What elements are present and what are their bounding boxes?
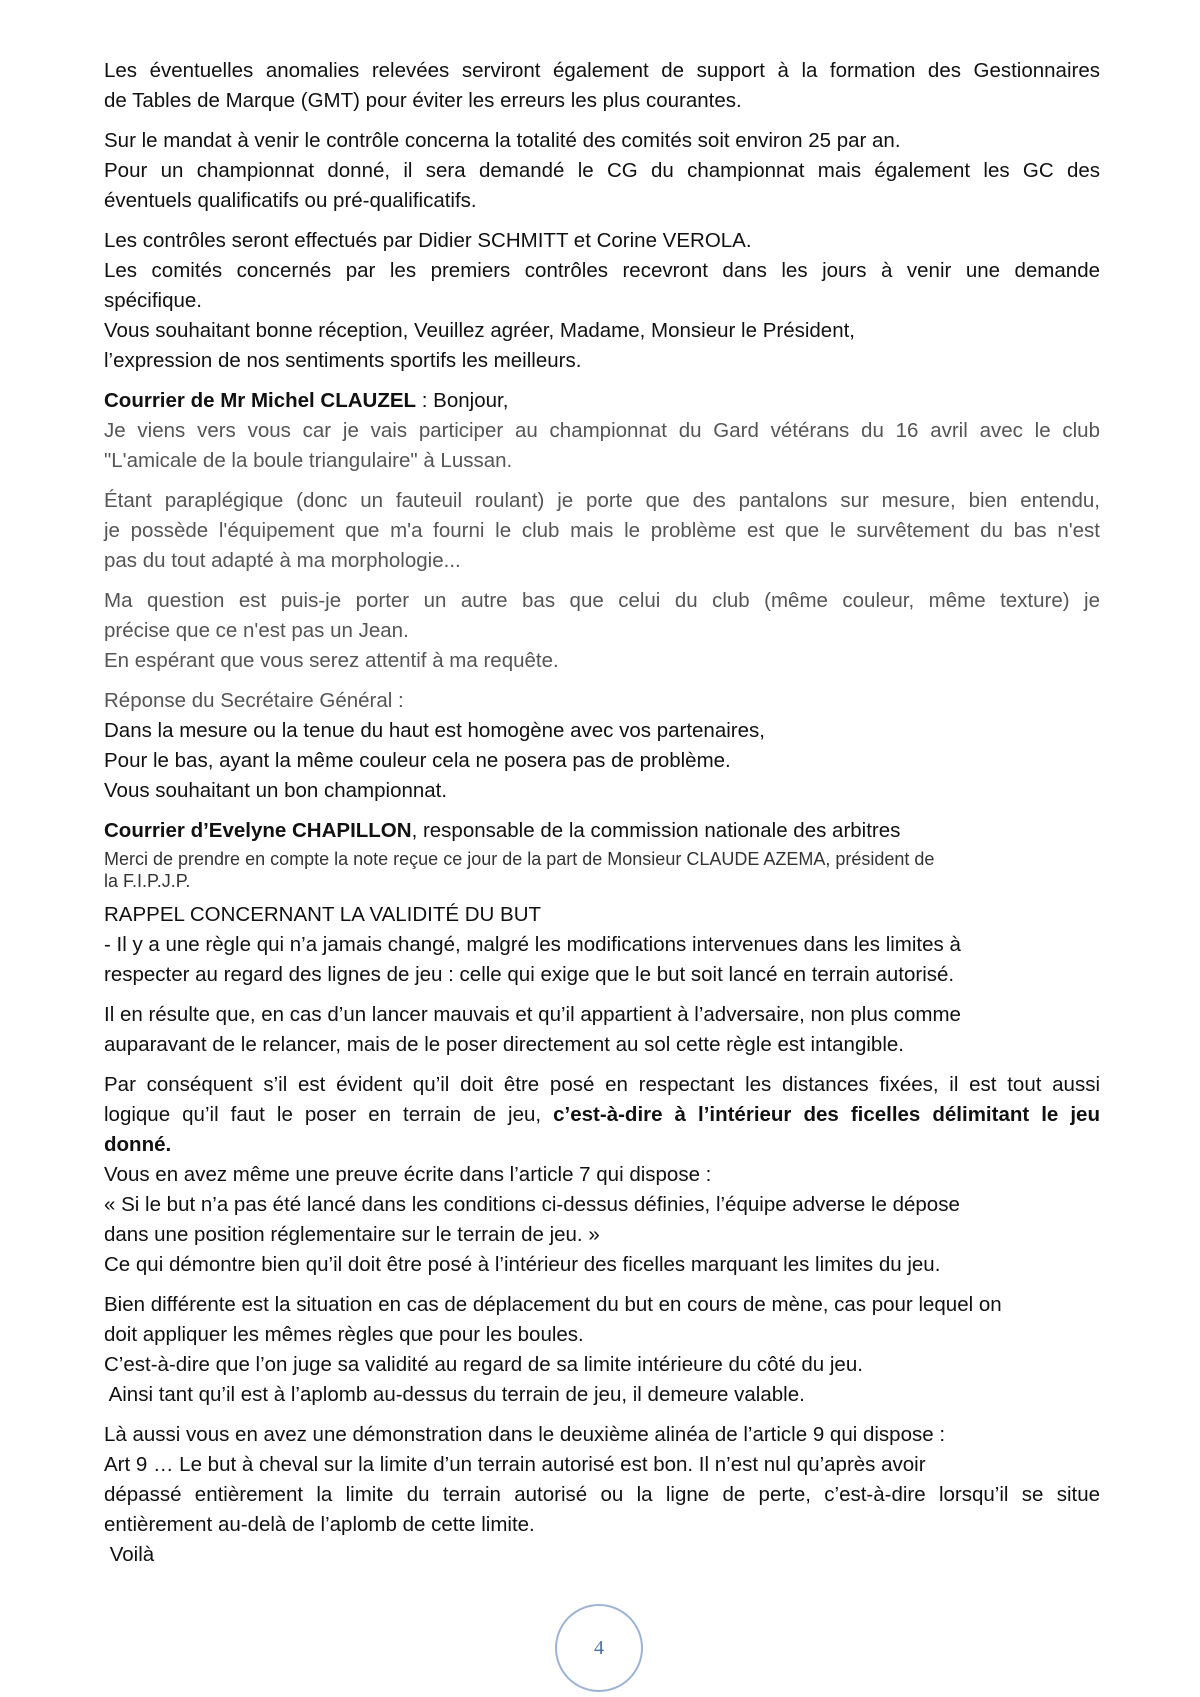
- paragraph-controles: Les contrôles seront effectués par Didier SCHMITT et Corine VEROLA. Les comités concernés par les premiers contrôles recevront dans les jours à venir une demande spécifique. Vous souhaitant bonne réception, Veuillez agréer, Madame, Monsieur le Président, l’expression de nos sentiments sportifs les meilleurs.: [104, 229, 1100, 372]
- paragraph-mandat: Sur le mandat à venir le contrôle concerna la totalité des comités soit environ 25 par an. Pour un championnat donné, il sera demandé le CG du championnat mais également les GC des éventuels qualificatifs ou pré-qualificatifs.: [104, 129, 1100, 212]
- chapillon-paragraph-5: Là aussi vous en avez une démonstration dans le deuxième alinéa de l’article 9 qui dispose : Art 9 … Le but à cheval sur la limite d’un terrain autorisé est bon. Il n’est nul qu’après avoir dépassé entièrement la limite du terrain autorisé ou la ligne de perte, c’est-à-dire lorsqu’il se situe entièrement au-delà de l’aplomb de cette limite. Voilà: [104, 1423, 1100, 1566]
- page-number: 4: [555, 1604, 643, 1692]
- chapillon-heading: Courrier d’Evelyne CHAPILLON, responsable de la commission nationale des arbitres: [104, 819, 901, 842]
- chapillon-paragraph-2: Il en résulte que, en cas d’un lancer mauvais et qu’il appartient à l’adversaire, non plus comme auparavant de le relancer, mais de le poser directement au sol cette règle est intangible.: [104, 1003, 961, 1056]
- clauzel-paragraph-1: Je viens vers vous car je vais participer au championnat du Gard vétérans du 16 avril avec le club "L'amicale de la boule triangulaire" à Lussan.: [104, 419, 1100, 472]
- clauzel-paragraph-3: Ma question est puis-je porter un autre bas que celui du club (même couleur, même texture) je précise que ce n'est pas un Jean. En espérant que vous serez attentif à ma requête.: [104, 589, 1100, 672]
- letter-chapillon: [104, 816, 1100, 1570]
- clauzel-paragraph-2: Étant paraplégique (donc un fauteuil roulant) je porte que des pantalons sur mesure, bien entendu, je possède l'équipement que m'a fourni le club mais le problème est que le survêtement du bas n'est pas du tout adapté à ma morphologie...: [104, 489, 1100, 572]
- paragraph-anomalies: Les éventuelles anomalies relevées serviront également de support à la formation des Gestionnaires de Tables de Marque (GMT) pour éviter les erreurs les plus courantes.: [104, 59, 1100, 112]
- chapillon-paragraph-3: Par conséquent s’il est évident qu’il doit être posé en respectant les distances fixées, il est tout aussi logique qu’il faut le poser en terrain de jeu, c’est-à-dire à l’intérieur des ficelles délimitant le jeu donné. Vous en avez même une preuve écrite dans l’article 7 qui dispose : « Si le but n’a pas été lancé dans les conditions ci-dessus définies, l’équipe adverse le dépose dans une position réglementaire sur le terrain de jeu. » Ce qui démontre bien qu’il doit être posé à l’intérieur des ficelles marquant les limites du jeu.: [104, 1073, 1100, 1276]
- reponse-paragraph: Dans la mesure ou la tenue du haut est homogène avec vos partenaires, Pour le bas, ayant la même couleur cela ne posera pas de problème. Vous souhaitant un bon championnat.: [104, 719, 765, 802]
- document-body: [104, 56, 1100, 1580]
- clauzel-heading: Courrier de Mr Michel CLAUZEL : Bonjour,: [104, 389, 509, 412]
- letter-clauzel: [104, 386, 1100, 806]
- fipjp-note: Merci de prendre en compte la note reçue ce jour de la part de Monsieur CLAUDE AZEMA, président de la F.I.P.J.P.: [104, 849, 935, 891]
- chapillon-paragraph-4: Bien différente est la situation en cas de déplacement du but en cours de mène, cas pour lequel on doit appliquer les mêmes règles que pour les boules. C’est-à-dire que l’on juge sa validité au regard de sa limite intérieure du côté du jeu. Ainsi tant qu’il est à l’aplomb au-dessus du terrain de jeu, il demeure valable.: [104, 1293, 1002, 1406]
- chapillon-paragraph-1: RAPPEL CONCERNANT LA VALIDITÉ DU BUT - Il y a une règle qui n’a jamais changé, malgré les modifications intervenues dans les limites à respecter au regard des lignes de jeu : celle qui exige que le but soit lancé en terrain autorisé.: [104, 903, 961, 986]
- reponse-title: Réponse du Secrétaire Général :: [104, 689, 404, 712]
